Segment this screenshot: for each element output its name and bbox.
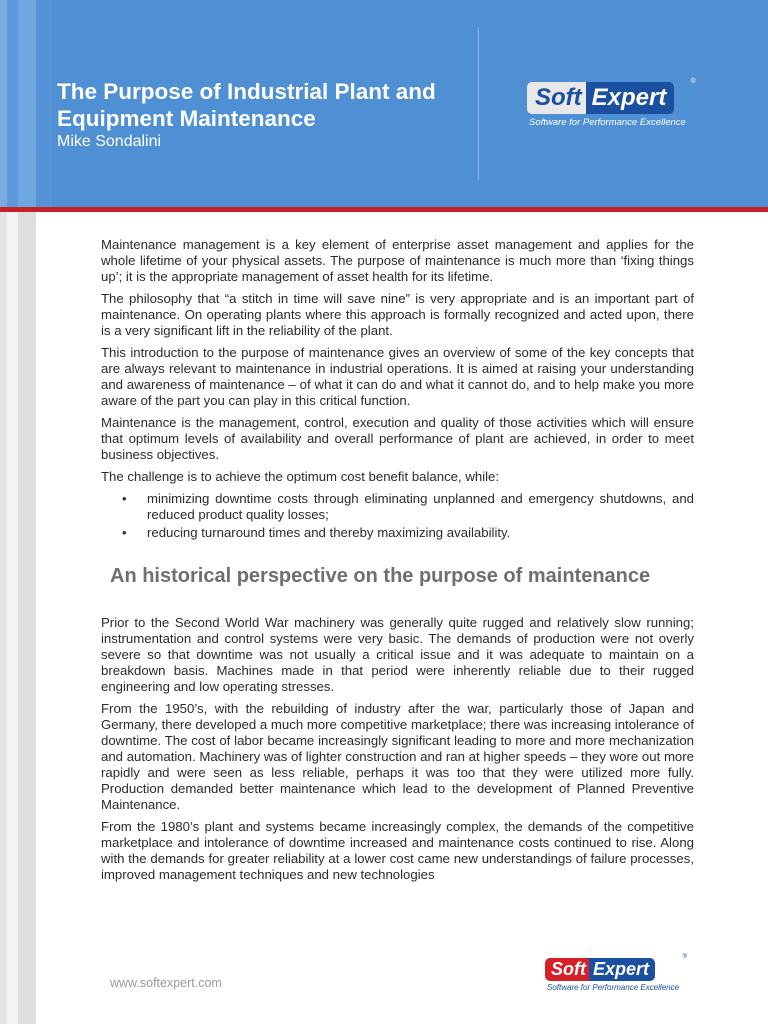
- paragraph: Maintenance is the management, control, execution and quality of those activities which will ensure that optimum levels of availability and overall performance of plant are achieved, in order to meet business objectives.: [101, 415, 694, 462]
- section-heading: An historical perspective on the purpose of maintenance: [110, 565, 651, 587]
- logo-expert-text: Expert: [589, 958, 655, 981]
- logo-tagline: Software for Performance Excellence: [529, 117, 686, 128]
- registered-mark: ®: [682, 954, 688, 960]
- logo-expert-text: Expert: [586, 82, 675, 114]
- header-stripe: [7, 0, 18, 207]
- logo-soft-text: Soft: [545, 958, 589, 981]
- paragraph: Prior to the Second World War machinery was generally quite rugged and relatively slow running; instrumentation and control systems were very basic. The demands of production were not overly severe so that downtime was not usually a critical issue and it was adequate to maintain on a breakdown basis. Machines made in that period were inherently reliable due to their rugged engineering and low operating stresses.: [101, 615, 694, 694]
- paragraph: The philosophy that “a stitch in time will save nine” is very appropriate and is an important part of maintenance. On operating plants where this approach is formally recognized and acted upon, there is a very significant lift in the reliability of the plant.: [101, 291, 694, 338]
- softexpert-logo: [527, 78, 696, 128]
- header-divider: [478, 27, 479, 180]
- paragraph: The challenge is to achieve the optimum cost benefit balance, while:: [101, 469, 500, 484]
- header-stripe: [18, 0, 36, 207]
- author-name: Mike Sondalini: [57, 133, 162, 150]
- header-stripe: [36, 0, 52, 207]
- document-body: [101, 237, 694, 889]
- paragraph: This introduction to the purpose of maintenance gives an overview of some of the key concepts that are always relevant to maintenance in industrial operations. It is aimed at raising your understanding and awareness of maintenance – of what it can do and what it cannot do, and to help make you more aware of the part you can play in this critical function.: [101, 345, 694, 408]
- header-red-rule: [0, 207, 768, 212]
- paragraph: Maintenance management is a key element of enterprise asset management and applies for the whole lifetime of your physical assets. The purpose of maintenance is much more than ‘fixing things up’; it is the appropriate management of asset health for its lifetime.: [101, 237, 694, 284]
- paragraph: From the 1950’s, with the rebuilding of industry after the war, particularly those of Japan and Germany, there developed a much more competitive marketplace; there was increasing intolerance of downtime. The cost of labor became increasingly significant leading to more and more mechanization and automation. Machinery was of lighter construction and ran at higher speeds – they wore out more rapidly and were seen as less reliable, perhaps it was too that they were utilized more fully. Production demanded better maintenance which lead to the development of Planned Preventive Maintenance.: [101, 701, 694, 812]
- header-stripe: [0, 0, 7, 207]
- document-title: The Purpose of Industrial Plant and Equipment Maintenance: [57, 79, 436, 131]
- logo-soft-text: Soft: [527, 82, 586, 114]
- registered-mark: ®: [690, 78, 696, 85]
- paragraph: From the 1980’s plant and systems became increasingly complex, the demands of the competitive marketplace and intolerance of downtime increased and maintenance costs continued to rise. Along with the demands for greater reliability at a lower cost came new understandings of failure processes, improved management techniques and new technologies: [101, 819, 694, 882]
- logo-badge: [545, 958, 655, 981]
- page-header: [0, 0, 768, 207]
- bullet-item: • reducing turnaround times and thereby maximizing availability.: [147, 525, 694, 541]
- softexpert-footer-logo: [545, 954, 688, 992]
- bullet-list: [101, 491, 694, 541]
- bullet-item: • minimizing downtime costs through eliminating unplanned and emergency shutdowns, and reduced product quality losses;: [147, 491, 694, 523]
- footer-website-link[interactable]: www.softexpert.com: [110, 976, 222, 990]
- logo-badge: [527, 82, 674, 114]
- logo-tagline: Software for Performance Excellence: [547, 983, 680, 992]
